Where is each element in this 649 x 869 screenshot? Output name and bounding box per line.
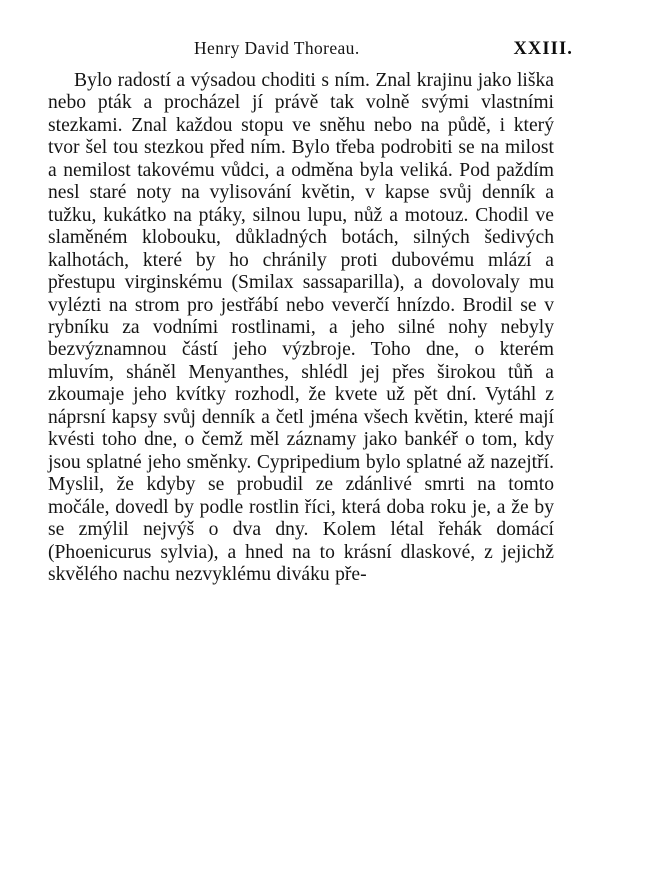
running-head-title: Henry David Thoreau. [194, 38, 360, 58]
body-paragraph: Bylo radostí a výsadou choditi s ním. Znal krajinu jako liška nebo pták a procházel jí právě tak volně svými vlastními stezkami. Znal každou stopu ve sněhu nebo na půdě, i který tvor šel tou stezkou před ním. Bylo třeba podrobiti se na milost a nemilost takovému vůdci, a odměna byla veliká. Pod paždím nesl staré noty na vylisování květin, v kapse svůj denník a tužku, kukátko na ptáky, silnou lupu, nůž a motouz. Chodil ve slaměném klobouku, důkladných botách, silných šedivých kalhotách, které by ho chránily proti dubovému mlází a přestupu virginskému (Smilax sassaparilla), a dovolovaly mu vylézti na strom pro jestřábí nebo veverčí hnízdo. Brodil se v rybníku za vodními rostlinami, a jeho silné nohy nebyly bezvýznamnou částí jeho výzbroje. Toho dne, o kterém mluvím, sháněl Menyanthes, shlédl jej přes širokou tůň a zkoumaje jeho kvítky rozhodl, že kvete už pět dní. Vytáhl z náprsní kapsy svůj denník a četl jména všech květin, které mají kvésti toho dne, o čemž měl záznamy jako bankéř o tom, kdy jsou splatné jeho směnky. Cypripedium bylo splatné až nazejtří. Myslil, že kdyby se probudil ze zdánlivé smrti na tomto močále, dovedl by podle rostlin říci, která doba roku je, a že by se zmýlil nejvýš o dva dny. Kolem létal řehák domácí (Phoenicurus sylvia), a hned na to krásní dlaskové, z jejichž skvělého nachu nezvyklému diváku pře- [48, 70, 554, 585]
body-text-block [48, 70, 554, 586]
running-head [48, 38, 601, 62]
page-number: XXIII. [513, 39, 573, 59]
